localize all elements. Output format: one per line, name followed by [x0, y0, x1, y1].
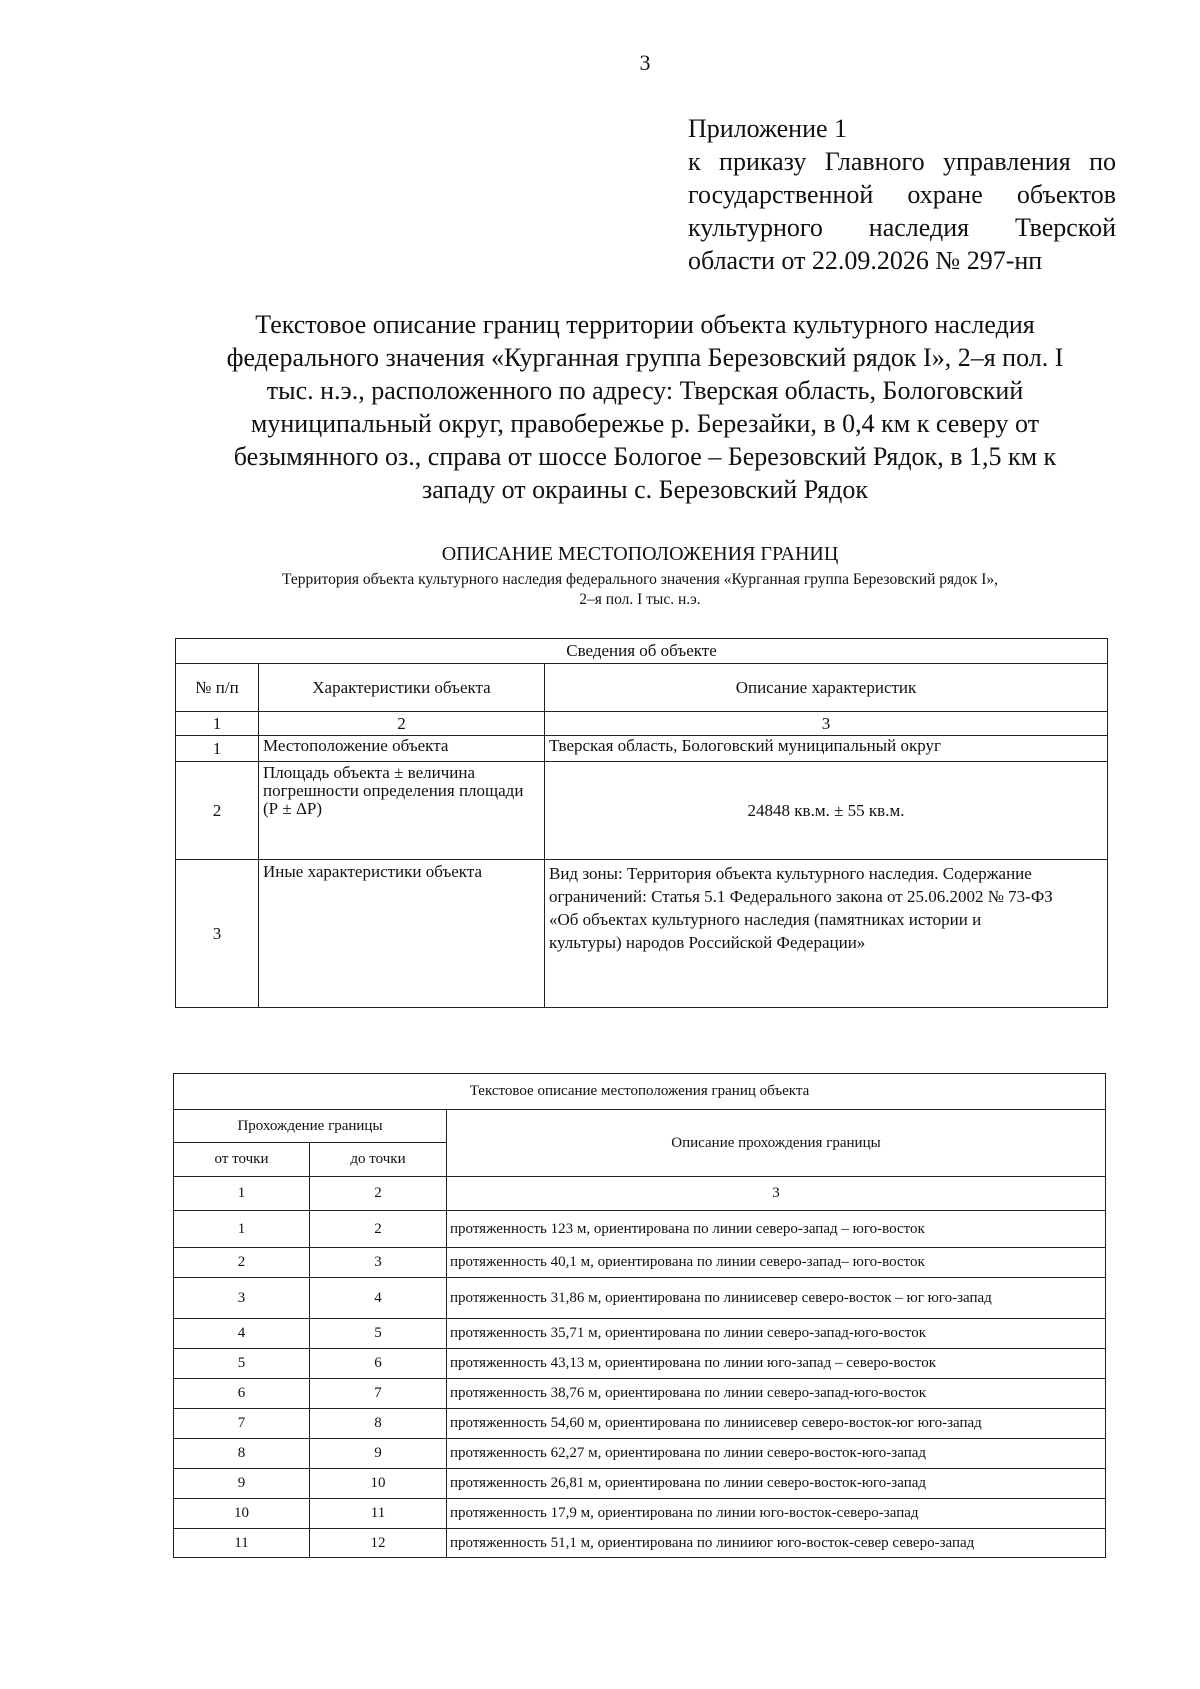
table-row — [174, 1379, 1106, 1409]
header-to: до точки — [310, 1143, 447, 1177]
row-value: Вид зоны: Территория объекта культурного наследия. Содержание ограничений: Статья 5.1 Федерального закона от 25.06.2002 № 73-ФЗ «Об объектах культурного наследия (памятниках истории и культуры) народов Российской Федерации» — [545, 860, 1108, 1008]
appendix-line: области от 22.09.2026 № 297-нп — [688, 246, 1043, 275]
column-number: 1 — [176, 712, 259, 736]
from-point: 11 — [174, 1529, 310, 1558]
from-point: 1 — [174, 1211, 310, 1248]
from-point: 5 — [174, 1349, 310, 1379]
subheading-line: Территория объекта культурного наследия федерального значения «Курганная группа Березовский рядок I», — [281, 571, 999, 588]
border-description: протяженность 31,86 м, ориентирована по линиисевер северо-восток – юг юго-запад — [447, 1278, 1106, 1319]
row-characteristic: Иные характеристики объекта — [259, 860, 545, 1008]
to-point: 10 — [310, 1469, 447, 1499]
table-row — [176, 860, 1108, 1008]
title-line: федерального значения «Курганная группа Березовский рядок I», 2–я пол. I — [226, 343, 1064, 372]
border-description: протяженность 62,27 м, ориентирована по линии северо-восток-юго-запад — [447, 1439, 1106, 1469]
header-passage: Прохождение границы — [174, 1110, 447, 1143]
from-point: 7 — [174, 1409, 310, 1439]
header-description: Описание характеристик — [545, 664, 1108, 712]
border-description: протяженность 51,1 м, ориентирована по линииюг юго-восток-север северо-запад — [447, 1529, 1106, 1558]
table-caption: Текстовое описание местоположения границ объекта — [174, 1074, 1106, 1110]
row-num: 3 — [176, 860, 259, 1008]
header-characteristics: Характеристики объекта — [259, 664, 545, 712]
title-line: тыс. н.э., расположенного по адресу: Тверская область, Бологовский — [266, 376, 1024, 405]
table-row — [174, 1278, 1106, 1319]
to-point: 9 — [310, 1439, 447, 1469]
to-point: 3 — [310, 1248, 447, 1278]
title-line: безымянного оз., справа от шоссе Бологое – Березовский Рядок, в 1,5 км к — [233, 442, 1057, 471]
table-row — [174, 1439, 1106, 1469]
row-value: 24848 кв.м. ± 55 кв.м. — [545, 762, 1108, 860]
border-description: протяженность 17,9 м, ориентирована по линии юго-восток-северо-запад — [447, 1499, 1106, 1529]
table-row — [176, 736, 1108, 762]
border-description: протяженность 123 м, ориентирована по линии северо-запад – юго-восток — [447, 1211, 1106, 1248]
section-heading: ОПИСАНИЕ МЕСТОПОЛОЖЕНИЯ ГРАНИЦ — [441, 543, 839, 565]
from-point: 3 — [174, 1278, 310, 1319]
from-point: 2 — [174, 1248, 310, 1278]
table-caption: Сведения об объекте — [176, 639, 1108, 664]
table-row — [174, 1469, 1106, 1499]
from-point: 9 — [174, 1469, 310, 1499]
from-point: 8 — [174, 1439, 310, 1469]
to-point: 6 — [310, 1349, 447, 1379]
table-row — [176, 762, 1108, 860]
title-line: западу от окраины с. Березовский Рядок — [421, 475, 869, 504]
appendix-line: культурного наследия Тверской — [688, 213, 1116, 242]
to-point: 11 — [310, 1499, 447, 1529]
to-point: 4 — [310, 1278, 447, 1319]
header-num: № п/п — [176, 664, 259, 712]
border-description: протяженность 54,60 м, ориентирована по линиисевер северо-восток-юг юго-запад — [447, 1409, 1106, 1439]
table-row — [174, 1409, 1106, 1439]
from-point: 10 — [174, 1499, 310, 1529]
border-description: протяженность 26,81 м, ориентирована по линии северо-восток-юго-запад — [447, 1469, 1106, 1499]
table-row — [174, 1349, 1106, 1379]
header-from: от точки — [174, 1143, 310, 1177]
header-description: Описание прохождения границы — [447, 1110, 1106, 1177]
appendix-line: Приложение 1 — [688, 114, 848, 143]
table-row — [174, 1211, 1106, 1248]
subheading-line: 2–я пол. I тыс. н.э. — [579, 591, 701, 608]
table-row — [174, 1319, 1106, 1349]
table-row — [174, 1499, 1106, 1529]
column-number: 3 — [447, 1177, 1106, 1211]
row-value: Тверская область, Бологовский муниципальный округ — [545, 736, 1108, 762]
row-num: 1 — [176, 736, 259, 762]
column-number: 2 — [310, 1177, 447, 1211]
border-description-table — [173, 1073, 1106, 1558]
appendix-line: государственной охране объектов — [688, 180, 1116, 209]
column-number: 3 — [545, 712, 1108, 736]
section-subheading — [160, 570, 1120, 610]
title-line: Текстовое описание границ территории объекта культурного наследия — [255, 310, 1035, 339]
to-point: 5 — [310, 1319, 447, 1349]
title-line: муниципальный округ, правобережье р. Березайки, в 0,4 км к северу от — [250, 409, 1040, 438]
to-point: 2 — [310, 1211, 447, 1248]
appendix-line: к приказу Главного управления по — [688, 147, 1116, 176]
row-characteristic: Площадь объекта ± величина погрешности определения площади (Р ± ΔР) — [259, 762, 545, 860]
table-row — [174, 1248, 1106, 1278]
border-description: протяженность 38,76 м, ориентирована по линии северо-запад-юго-восток — [447, 1379, 1106, 1409]
document-title — [160, 308, 1130, 506]
from-point: 6 — [174, 1379, 310, 1409]
row-characteristic: Местоположение объекта — [259, 736, 545, 762]
row-num: 2 — [176, 762, 259, 860]
object-info-table — [175, 638, 1108, 1008]
border-description: протяженность 35,71 м, ориентирована по линии северо-запад-юго-восток — [447, 1319, 1106, 1349]
border-description: протяженность 43,13 м, ориентирована по линии юго-запад – северо-восток — [447, 1349, 1106, 1379]
appendix-block — [688, 112, 1116, 277]
to-point: 8 — [310, 1409, 447, 1439]
column-number: 2 — [259, 712, 545, 736]
to-point: 7 — [310, 1379, 447, 1409]
table-row — [174, 1529, 1106, 1558]
to-point: 12 — [310, 1529, 447, 1558]
column-number: 1 — [174, 1177, 310, 1211]
page-number: 3 — [639, 50, 651, 75]
from-point: 4 — [174, 1319, 310, 1349]
border-description: протяженность 40,1 м, ориентирована по линии северо-запад– юго-восток — [447, 1248, 1106, 1278]
